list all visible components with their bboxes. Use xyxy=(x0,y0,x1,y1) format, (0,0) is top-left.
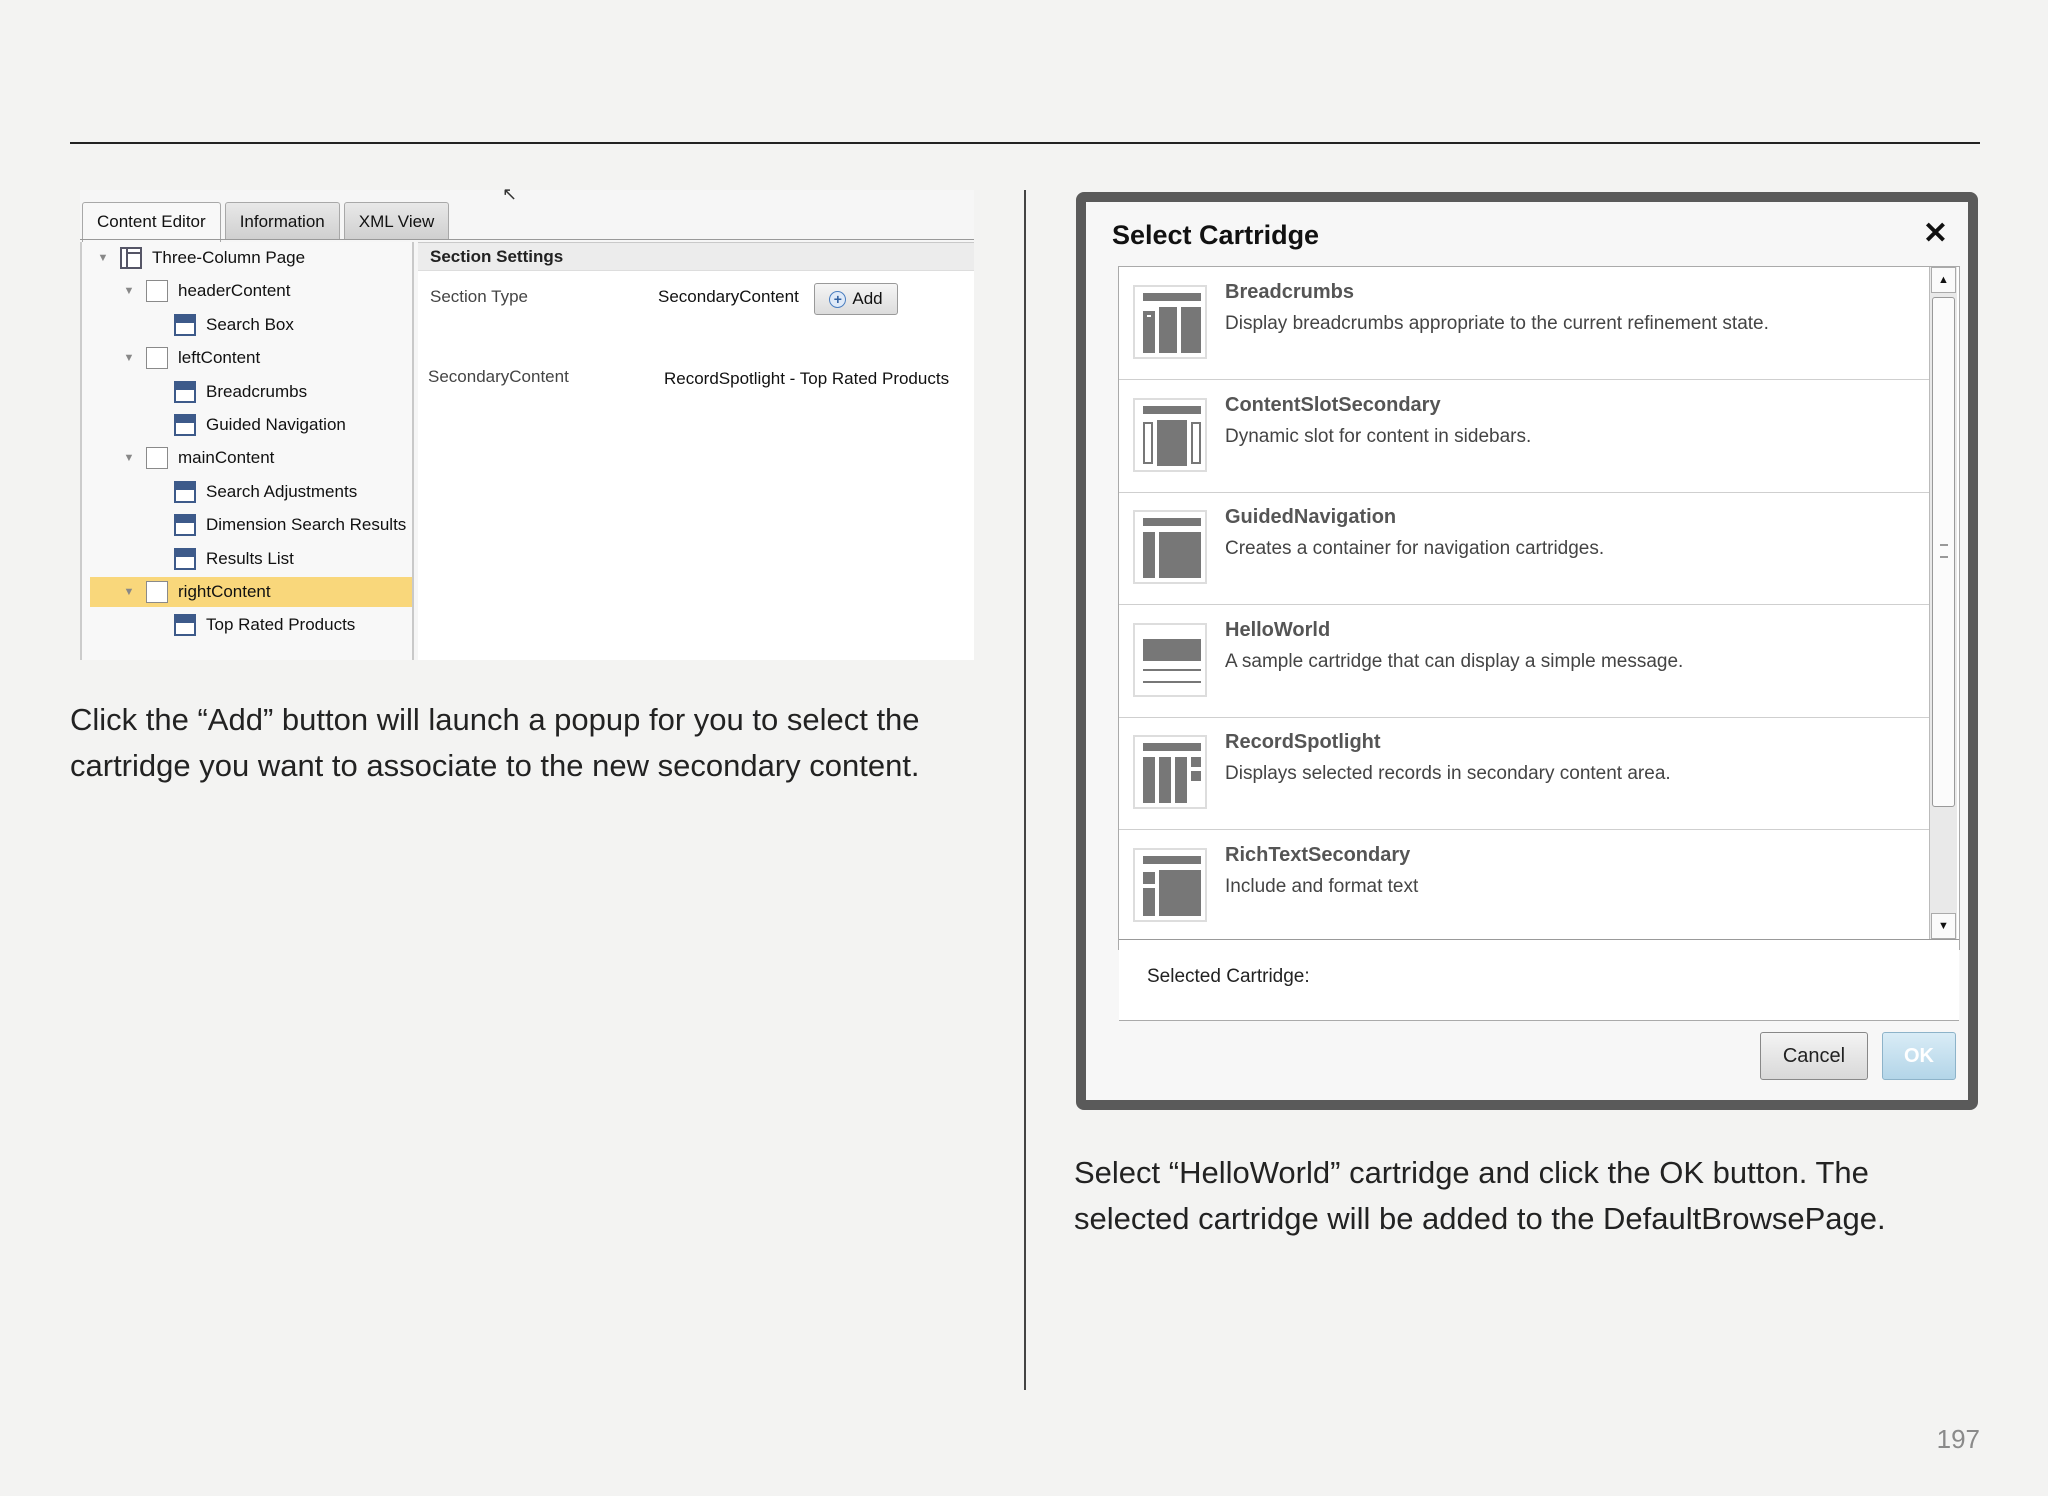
content-tree xyxy=(80,242,414,660)
tree-node[interactable] xyxy=(82,343,414,373)
section-icon xyxy=(146,581,168,603)
tab-xml-view[interactable]: XML View xyxy=(344,202,450,240)
cartridge-item[interactable] xyxy=(1119,605,1929,718)
section-type-value: SecondaryContent xyxy=(658,287,799,306)
tree-node-label: Breadcrumbs xyxy=(206,381,308,401)
tree-node-label: rightContent xyxy=(178,582,271,601)
hello-world-thumbnail-icon xyxy=(1133,623,1207,697)
section-icon xyxy=(146,347,168,369)
content-editor-screenshot xyxy=(80,184,974,660)
cartridge-icon xyxy=(174,381,196,403)
cartridge-description: Display breadcrumbs appropriate to the current refinement state. xyxy=(1225,313,1769,334)
right-caption-line-2: selected cartridge will be added to the DefaultBrowsePage. xyxy=(1074,1201,1886,1236)
tree-node[interactable] xyxy=(82,610,414,640)
expand-toggle-icon[interactable]: ▼ xyxy=(123,285,135,298)
left-caption-line-1: Click the “Add” button will launch a popup for you to select the xyxy=(70,702,920,737)
tree-node[interactable] xyxy=(82,443,414,473)
scroll-up-icon[interactable]: ▲ xyxy=(1931,267,1956,293)
content-slot-thumbnail-icon xyxy=(1133,398,1207,472)
selected-cartridge-row xyxy=(1119,939,1959,1021)
expand-toggle-icon[interactable]: ▼ xyxy=(123,352,135,365)
cartridge-list-items xyxy=(1119,267,1929,939)
close-icon[interactable]: ✕ xyxy=(1922,217,1948,250)
tree-node[interactable] xyxy=(82,410,414,440)
plus-icon: + xyxy=(829,291,846,308)
tree-node-label: Top Rated Products xyxy=(206,615,356,635)
section-settings-panel xyxy=(418,242,974,660)
cartridge-name: RecordSpotlight xyxy=(1225,731,1381,754)
cartridge-icon xyxy=(174,414,196,436)
section-icon xyxy=(146,447,168,469)
mouse-cursor-icon: ↖ xyxy=(502,184,518,204)
cartridge-name: RichTextSecondary xyxy=(1225,844,1411,866)
tree-node[interactable] xyxy=(82,544,414,574)
tree-node-label: Dimension Search Results xyxy=(206,515,407,535)
tree-node[interactable] xyxy=(82,310,414,340)
add-button-label: Add xyxy=(852,289,883,308)
cartridge-description: Creates a container for navigation cartridges. xyxy=(1225,538,1605,560)
cartridge-icon xyxy=(174,314,196,336)
cartridge-icon xyxy=(174,548,196,570)
select-cartridge-dialog xyxy=(1076,192,1978,1110)
right-caption-line-1: Select “HelloWorld” cartridge and click the OK button. The xyxy=(1074,1155,1869,1190)
tree-node[interactable] xyxy=(82,243,414,273)
section-icon xyxy=(146,280,168,302)
cartridge-name: ContentSlotSecondary xyxy=(1225,393,1441,416)
tab-content-editor[interactable]: Content Editor xyxy=(82,202,221,242)
cartridge-icon xyxy=(174,514,196,536)
cartridge-item[interactable] xyxy=(1119,267,1929,380)
cartridge-list xyxy=(1118,266,1960,987)
page-number: 197 xyxy=(1936,1424,1980,1454)
scroll-down-icon[interactable]: ▼ xyxy=(1931,913,1956,939)
expand-toggle-icon[interactable]: ▼ xyxy=(123,452,135,465)
tree-node[interactable] xyxy=(82,477,414,507)
cartridge-description: Include and format text xyxy=(1225,876,1419,897)
cartridge-name: Breadcrumbs xyxy=(1225,281,1354,303)
cartridge-item[interactable] xyxy=(1119,492,1929,605)
tree-node[interactable] xyxy=(82,276,414,306)
section-type-label: Section Type xyxy=(430,287,528,306)
tree-node[interactable] xyxy=(90,577,412,607)
record-spotlight-thumbnail-icon xyxy=(1133,735,1207,809)
section-settings-header: Section Settings xyxy=(418,243,974,271)
tree-node[interactable] xyxy=(82,510,414,540)
cartridge-icon xyxy=(174,481,196,503)
tree-node-label: headerContent xyxy=(178,281,291,301)
add-button[interactable] xyxy=(814,283,898,315)
tabs-baseline xyxy=(80,239,974,240)
cartridge-description: Dynamic slot for content in sidebars. xyxy=(1225,425,1532,447)
cartridge-icon xyxy=(174,614,196,636)
tab-information[interactable]: Information xyxy=(225,202,340,240)
tree-node-label: Three-Column Page xyxy=(152,248,306,267)
scrollbar-thumb[interactable] xyxy=(1932,297,1955,807)
tree-node-label: Search Box xyxy=(206,314,294,334)
grip-icon xyxy=(1940,544,1948,558)
expand-toggle-icon[interactable]: ▼ xyxy=(97,252,109,264)
top-rule xyxy=(70,142,1980,144)
selected-cartridge-label: Selected Cartridge: xyxy=(1147,966,1310,987)
cartridge-description: Displays selected records in secondary content area. xyxy=(1225,763,1671,785)
column-divider xyxy=(1024,190,1026,1390)
cartridge-item[interactable] xyxy=(1119,380,1929,493)
tree-node-label: Search Adjustments xyxy=(206,481,358,501)
secondary-content-value: RecordSpotlight - Top Rated Products xyxy=(664,369,950,388)
cartridge-item[interactable] xyxy=(1119,830,1929,939)
dialog-title: Select Cartridge xyxy=(1112,220,1320,250)
tree-node-label: mainContent xyxy=(178,448,275,468)
ok-button[interactable]: OK xyxy=(1882,1032,1956,1080)
breadcrumbs-thumbnail-icon xyxy=(1133,285,1207,359)
guided-navigation-thumbnail-icon xyxy=(1133,510,1207,584)
tree-node-label: Results List xyxy=(206,548,294,568)
cartridge-description: A sample cartridge that can display a simple message. xyxy=(1225,650,1684,672)
tree-node-label: Guided Navigation xyxy=(206,415,346,434)
tree-node-label: leftContent xyxy=(178,348,261,368)
tree-node[interactable] xyxy=(82,377,414,407)
expand-toggle-icon[interactable]: ▼ xyxy=(123,586,135,598)
cartridge-name: GuidedNavigation xyxy=(1225,506,1397,529)
cancel-button[interactable]: Cancel xyxy=(1760,1032,1868,1080)
cartridge-name: HelloWorld xyxy=(1225,618,1331,641)
page-layout-icon xyxy=(120,247,142,269)
cartridge-item[interactable] xyxy=(1119,717,1929,830)
rich-text-thumbnail-icon xyxy=(1133,848,1207,922)
secondary-content-label: SecondaryContent xyxy=(428,367,569,386)
editor-tabs xyxy=(82,202,449,240)
list-scrollbar[interactable] xyxy=(1929,267,1957,939)
left-caption-line-2: cartridge you want to associate to the new secondary content. xyxy=(70,748,920,783)
